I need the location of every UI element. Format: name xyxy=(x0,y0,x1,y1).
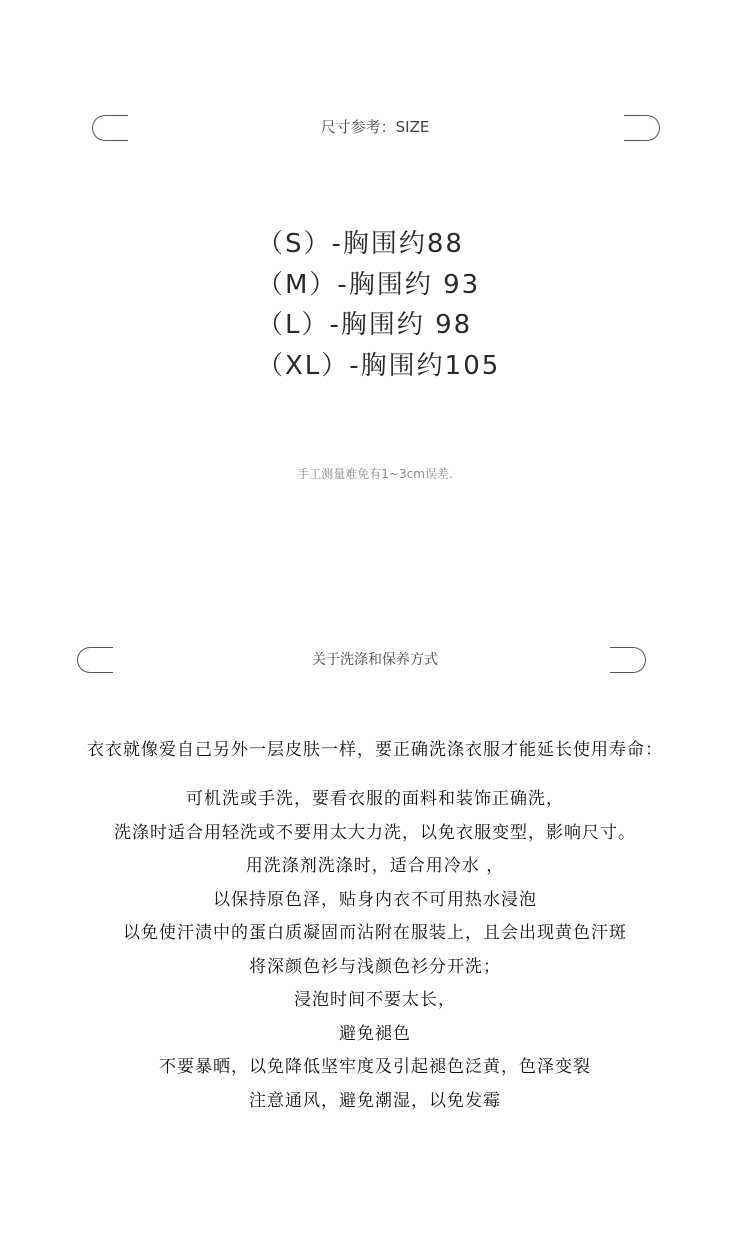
care-line-text: 以保持原色泽，贴身内衣不可用热水浸泡 xyxy=(213,889,537,910)
care-line-text: 将深颜色衫与浅颜色衫分开洗； xyxy=(249,956,501,977)
size-item-xl: （XL）-胸围约105 xyxy=(257,350,501,381)
care-line-text: 洗涤时适合用轻洗或不要用太大力洗，以免衣服变型，影响尺寸。 xyxy=(114,822,636,843)
care-line xyxy=(0,917,750,951)
size-item-s: （S）-胸围约88 xyxy=(257,229,464,259)
care-section-title: 关于洗涤和保养方式 xyxy=(312,652,438,668)
care-line-text: 以免使汗渍中的蛋白质凝固而沾附在服装上，且会出现黄色汗斑 xyxy=(123,923,627,943)
size-item-m: （M）-胸围约 93 xyxy=(257,269,481,300)
care-line-text: 用洗涤剂洗涤时，适合用冷水 ， xyxy=(245,856,505,876)
care-line-text: 注意通风，避免潮湿，以免发霉 xyxy=(249,1090,501,1111)
care-intro: 衣衣就像爱自己另外一层皮肤一样，要正确洗涤衣服才能延长使用寿命： xyxy=(87,740,663,760)
right-bracket-ornament xyxy=(610,647,646,673)
size-list xyxy=(257,224,500,386)
care-line xyxy=(0,850,750,884)
care-line-text: 可机洗或手洗，要看衣服的面料和装饰正确洗， xyxy=(186,789,564,809)
right-bracket-ornament xyxy=(624,115,660,141)
care-line xyxy=(0,984,750,1018)
care-line-text: 不要暴晒，以免降低坚牢度及引起褪色泛黄，色泽变裂 xyxy=(159,1057,591,1077)
care-instructions-list xyxy=(0,783,750,1118)
care-line xyxy=(0,884,750,918)
measurement-note: 手工测量难免有1~3cm误差. xyxy=(297,467,453,481)
care-line xyxy=(0,783,750,817)
care-line-text: 避免褪色 xyxy=(339,1023,411,1044)
care-line-text: 浸泡时间不要太长， xyxy=(294,990,456,1010)
care-line xyxy=(0,951,750,985)
care-line xyxy=(0,1018,750,1052)
size-item-l: （L）-胸围约 98 xyxy=(257,310,473,340)
size-section-title: 尺寸参考：SIZE xyxy=(320,118,430,136)
care-line xyxy=(0,817,750,851)
care-line xyxy=(0,1051,750,1085)
care-line xyxy=(0,1085,750,1119)
